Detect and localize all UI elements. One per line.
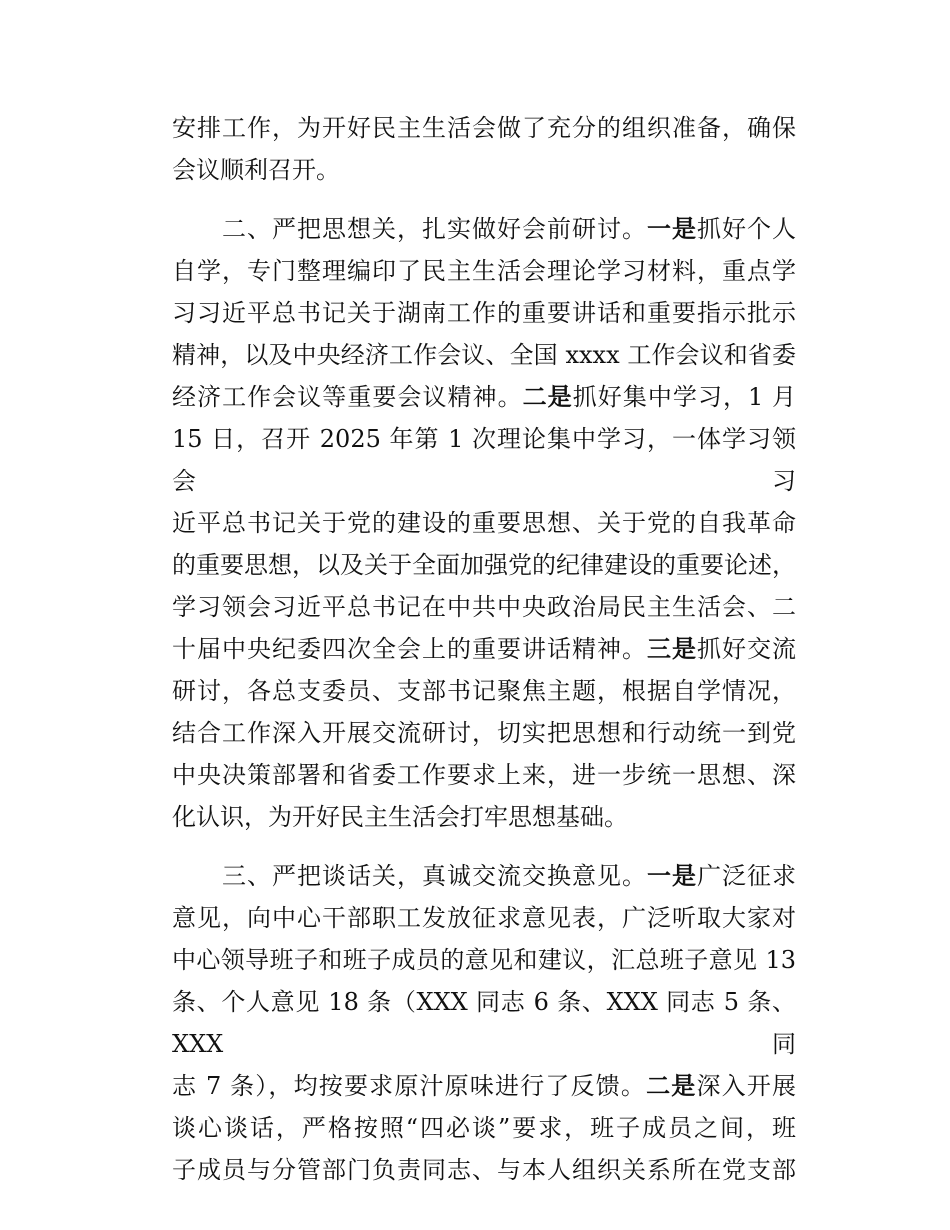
bold-keyword: 三是: [647, 634, 697, 663]
text-line: [172, 208, 796, 250]
text-line: [172, 544, 796, 586]
bold-keyword: 一是: [647, 214, 697, 243]
text-segment: 习习近平总书记关于湖南工作的重要讲话和重要指示批示: [172, 299, 796, 327]
document-page: [172, 107, 796, 1208]
text-line: [172, 418, 796, 502]
text-line: [172, 754, 796, 796]
text-segment: 子成员与分管部门负责同志、与本人组织关系所在党支部: [172, 1156, 796, 1184]
text-line: [172, 376, 796, 418]
paragraph: [172, 855, 796, 1191]
text-line: [172, 670, 796, 712]
text-line: [172, 897, 796, 939]
text-line: [172, 712, 796, 754]
text-segment: 经济工作会议等重要会议精神。: [172, 383, 523, 411]
text-line: [172, 628, 796, 670]
text-segment: 抓好个人: [697, 215, 796, 243]
text-segment: 志 7 条），均按要求原汁原味进行了反馈。: [172, 1072, 647, 1100]
text-segment: 三、严把谈话关，真诚交流交换意见。: [172, 862, 647, 890]
text-segment: 二、严把思想关，扎实做好会前研讨。: [172, 215, 647, 243]
text-segment: 广泛征求: [697, 862, 796, 890]
text-segment: 学习领会习近平总书记在中共中央政治局民主生活会、二: [172, 593, 796, 621]
text-segment: 中央决策部署和省委工作要求上来，进一步统一思想、深: [172, 761, 796, 789]
text-line: [172, 334, 796, 376]
text-line: [172, 502, 796, 544]
text-segment: 谈心谈话，严格按照“四必谈”要求，班子成员之间，班: [172, 1114, 796, 1142]
text-line: [172, 981, 796, 1065]
text-segment: 近平总书记关于党的建设的重要思想、关于党的自我革命: [172, 509, 796, 537]
text-line: [172, 149, 796, 191]
text-line: [172, 250, 796, 292]
text-segment: 抓好交流: [697, 635, 796, 663]
text-segment: 研讨，各总支委员、支部书记聚焦主题，根据自学情况，: [172, 677, 796, 705]
text-line: [172, 1065, 796, 1107]
text-segment: 化认识，为开好民主生活会打牢思想基础。: [172, 803, 628, 831]
text-segment: 结合工作深入开展交流研讨，切实把思想和行动统一到党: [172, 719, 796, 747]
text-segment: 深入开展: [696, 1072, 797, 1100]
text-segment: 会议顺利召开。: [172, 156, 340, 184]
text-line: [172, 939, 796, 981]
text-segment: 抓好集中学习，1 月: [572, 383, 796, 411]
text-line: [172, 796, 796, 838]
text-line: [172, 1107, 796, 1149]
text-segment: 的重要思想，以及关于全面加强党的纪律建设的重要论述，: [172, 551, 796, 579]
text-segment: 安排工作，为开好民主生活会做了充分的组织准备，确保: [172, 114, 796, 142]
text-segment: 十届中央纪委四次全会上的重要讲话精神。: [172, 635, 647, 663]
text-line: [172, 1149, 796, 1191]
text-segment: 条、个人意见 18 条（XXX 同志 6 条、XXX 同志 5 条、XXX 同: [172, 988, 796, 1058]
bold-keyword: 二是: [522, 382, 573, 411]
paragraph: [172, 107, 796, 191]
text-line: [172, 855, 796, 897]
text-line: [172, 586, 796, 628]
text-segment: 中心领导班子和班子成员的意见和建议，汇总班子意见 13: [172, 946, 796, 974]
bold-keyword: 二是: [646, 1071, 697, 1100]
text-segment: 15 日，召开 2025 年第 1 次理论集中学习，一体学习领会习: [172, 425, 796, 495]
text-segment: 精神，以及中央经济工作会议、全国 xxxx 工作会议和省委: [172, 341, 796, 369]
text-segment: 意见，向中心干部职工发放征求意见表，广泛听取大家对: [172, 904, 796, 932]
text-segment: 自学，专门整理编印了民主生活会理论学习材料，重点学: [172, 257, 796, 285]
text-line: [172, 292, 796, 334]
bold-keyword: 一是: [647, 861, 697, 890]
text-line: [172, 107, 796, 149]
paragraph: [172, 208, 796, 838]
